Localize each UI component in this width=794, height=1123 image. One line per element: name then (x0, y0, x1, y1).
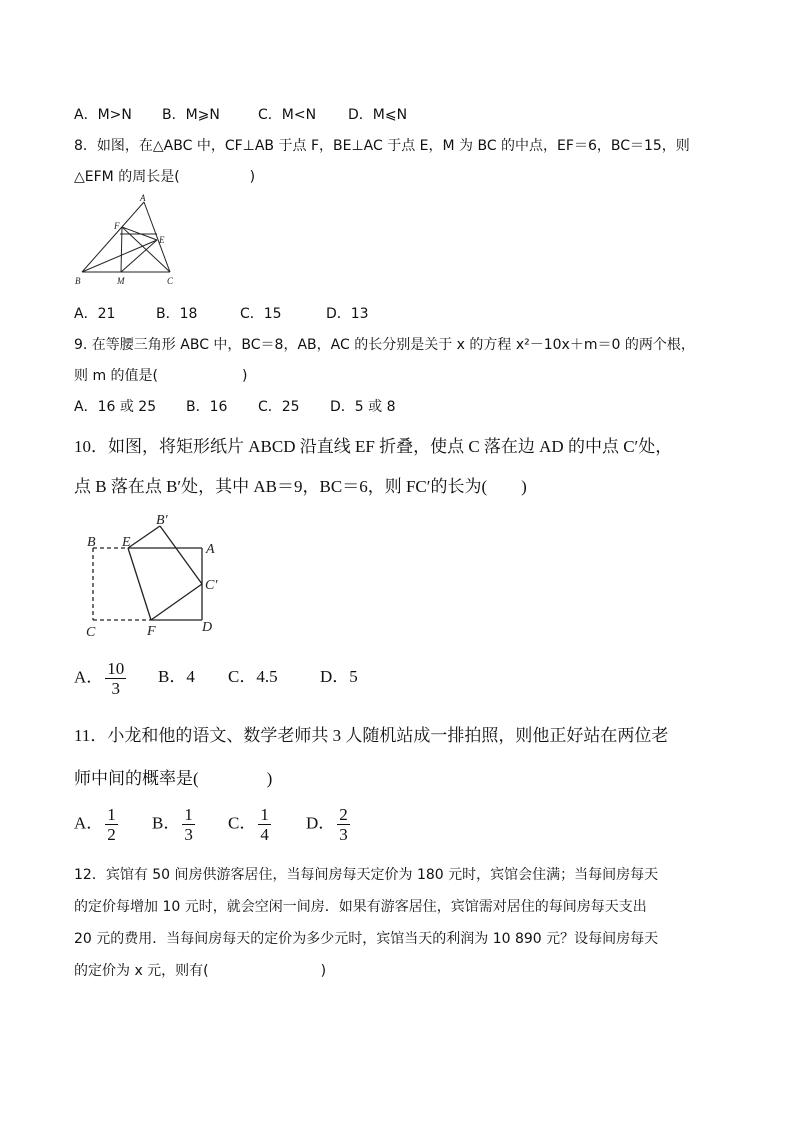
fraction (105, 660, 126, 697)
q7-options (74, 104, 407, 124)
q12-stem-line3: 20 元的费用．当每间房每天的定价为多少元时，宾馆当天的利润为 10 890 元？设每间房每天 (74, 931, 659, 947)
label-c: C (167, 276, 174, 286)
fraction-numerator: 1 (184, 805, 193, 824)
q11-option-c (228, 806, 306, 843)
q11-option-b-prefix: B． (152, 813, 181, 833)
fraction-numerator: 2 (339, 805, 348, 824)
q7-option-b: B．M⩾N (162, 107, 220, 123)
label-b: B (75, 276, 81, 286)
q7-option-a: A．M>N (74, 107, 132, 123)
q10-rectangle-figure (82, 508, 232, 643)
label-a: A (206, 542, 215, 557)
q11-option-d-prefix: D． (306, 813, 336, 833)
label-c: C (86, 625, 96, 640)
fraction-numerator: 1 (107, 805, 116, 824)
fraction (105, 806, 118, 843)
q12-stem-line2: 的定价每增加 10 元时，就会空闲一间房．如果有游客居住，宾馆需对居住的每间房每天支出 (74, 899, 647, 915)
fraction-numerator: 1 (260, 805, 269, 824)
q10-option-c: C．4.5 (228, 667, 278, 687)
fold-line-ef (128, 548, 151, 620)
q11-option-a (74, 806, 152, 843)
q11-stem-line1: 11．小龙和他的语文、数学老师共 3 人随机站成一排拍照，则他正好站在两位老 (74, 726, 669, 745)
q8-option-b: B．18 (156, 306, 198, 322)
segment-em (121, 240, 157, 272)
q10-stem-line2: 点 B 落在点 B′处，其中 AB＝9，BC＝6，则 FC′的长为( ) (74, 477, 527, 496)
segment-fc-prime (151, 584, 202, 620)
q11-option-d (306, 806, 352, 843)
fraction (337, 806, 350, 843)
q9-option-a: A．16 或 25 (74, 399, 157, 415)
q9-options (74, 396, 396, 416)
q11-stem-line2: 师中间的概率是( ) (74, 769, 273, 788)
fraction-denominator: 3 (111, 679, 121, 698)
q11-options (74, 806, 352, 843)
q10-option-a (74, 660, 158, 697)
fraction-denominator: 3 (339, 825, 348, 844)
label-b-prime: B′ (156, 513, 168, 528)
q9-option-b: B．16 (186, 399, 228, 415)
q10-options (74, 660, 358, 697)
q8-option-a: A．21 (74, 306, 116, 322)
q8-option-d: D．13 (326, 306, 369, 322)
segment-b-prime-c-prime (160, 526, 202, 584)
q8-options (74, 303, 369, 323)
label-a: A (140, 193, 146, 203)
fraction-numerator: 10 (107, 659, 125, 678)
label-f: F (114, 221, 120, 231)
fraction (258, 806, 271, 843)
segment-ba (82, 202, 144, 272)
q9-stem-line2: 则 m 的值是( ) (74, 368, 248, 384)
q11-option-a-prefix: A． (74, 813, 104, 833)
q10-option-b: B．4 (158, 667, 195, 687)
q8-triangle-figure (70, 192, 185, 290)
q10-stem-line1: 10．如图，将矩形纸片 ABCD 沿直线 EF 折叠，使点 C 落在边 AD 的中点 C′处， (74, 437, 673, 456)
label-b: B (87, 535, 96, 550)
segment-eb-prime (128, 526, 160, 548)
q9-option-c: C．25 (258, 399, 300, 415)
q9-option-d: D．5 或 8 (330, 399, 396, 415)
label-d: D (202, 620, 213, 635)
fraction-denominator: 2 (107, 825, 116, 844)
label-f: F (147, 624, 156, 639)
q12-stem-line4: 的定价为 x 元，则有( ) (74, 963, 327, 979)
q8-stem-line1: 8．如图，在△ABC 中，CF⊥AB 于点 F，BE⊥AC 于点 E，M 为 BC 的中点，EF＝6，BC＝15，则 (74, 138, 690, 154)
q12-stem-line1: 12．宾馆有 50 间房供游客居住，当每间房每天定价为 180 元时，宾馆会住满；当每间房每天 (74, 867, 659, 883)
label-m: M (117, 276, 125, 286)
q8-stem-line2: △EFM 的周长是( ) (74, 169, 256, 185)
q9-stem-line1: 9. 在等腰三角形 ABC 中，BC＝8，AB，AC 的长分别是关于 x 的方程 x²－10x＋m＝0 的两个根， (74, 337, 695, 353)
q7-option-d: D．M⩽N (348, 107, 408, 123)
q8-option-c: C．15 (240, 306, 282, 322)
segment-be (82, 240, 157, 272)
label-e: E (159, 235, 165, 245)
q7-option-c: C．M<N (258, 107, 317, 123)
fraction (182, 806, 195, 843)
q10-option-d: D．5 (320, 667, 358, 687)
q10-option-a-prefix: A． (74, 667, 104, 687)
q11-option-c-prefix: C． (228, 813, 257, 833)
label-e: E (122, 535, 131, 550)
label-c-prime: C′ (205, 578, 218, 593)
fraction-denominator: 3 (184, 825, 193, 844)
fraction-denominator: 4 (260, 825, 269, 844)
q11-option-b (152, 806, 228, 843)
